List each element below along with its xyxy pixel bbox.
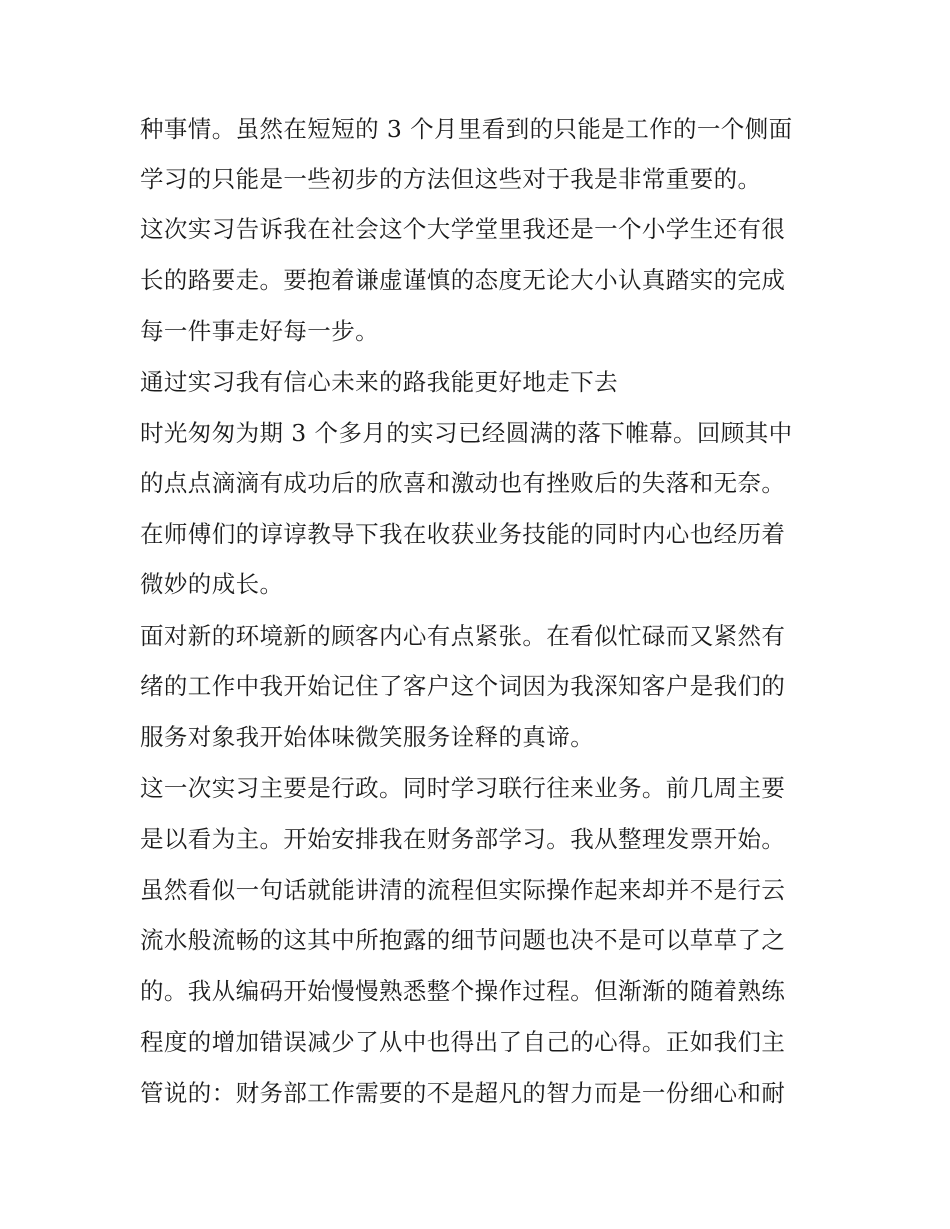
- text-line: 长的路要走。要抱着谦虚谨慎的态度无论大小认真踏实的完成: [140, 266, 786, 294]
- text-line: 通过实习我有信心未来的路我能更好地走下去: [140, 368, 618, 396]
- text-line: 流水般流畅的这其中所抱露的细节问题也决不是可以草草了之: [140, 926, 786, 954]
- text-line: 学习的只能是一些初步的方法但这些对于我是非常重要的。: [140, 165, 762, 193]
- text-line: 是以看为主。开始安排我在财务部学习。我从整理发票开始。: [140, 825, 786, 853]
- text-line: 在师傅们的谆谆教导下我在收获业务技能的同时内心也经历着: [140, 520, 786, 548]
- text-line: 的。我从编码开始慢慢熟悉整个操作过程。但渐渐的随着熟练: [140, 977, 786, 1005]
- text-line: 面对新的环境新的顾客内心有点紧张。在看似忙碌而又紧然有: [140, 622, 786, 650]
- text-line: 这次实习告诉我在社会这个大学堂里我还是一个小学生还有很: [140, 215, 786, 243]
- text-line: 程度的增加错误减少了从中也得出了自己的心得。正如我们主: [140, 1028, 786, 1056]
- text-line: 这一次实习主要是行政。同时学习联行往来业务。前几周主要: [140, 774, 786, 802]
- text-line: 管说的：财务部工作需要的不是超凡的智力而是一份细心和耐: [140, 1079, 786, 1107]
- text-line: 虽然看似一句话就能讲清的流程但实际操作起来却并不是行云: [140, 876, 786, 904]
- text-line: 时光匆匆为期 3 个多月的实习已经圆满的落下帷幕。回顾其中: [140, 419, 793, 447]
- text-line: 每一件事走好每一步。: [140, 317, 379, 345]
- text-line: 种事情。虽然在短短的 3 个月里看到的只能是工作的一个侧面: [140, 115, 793, 143]
- text-line: 的点点滴滴有成功后的欣喜和激动也有挫败后的失落和无奈。: [140, 469, 786, 497]
- text-line: 服务对象我开始体味微笑服务诠释的真谛。: [140, 723, 595, 751]
- text-line: 绪的工作中我开始记住了客户这个词因为我深知客户是我们的: [140, 672, 786, 700]
- text-line: 微妙的成长。: [140, 570, 284, 598]
